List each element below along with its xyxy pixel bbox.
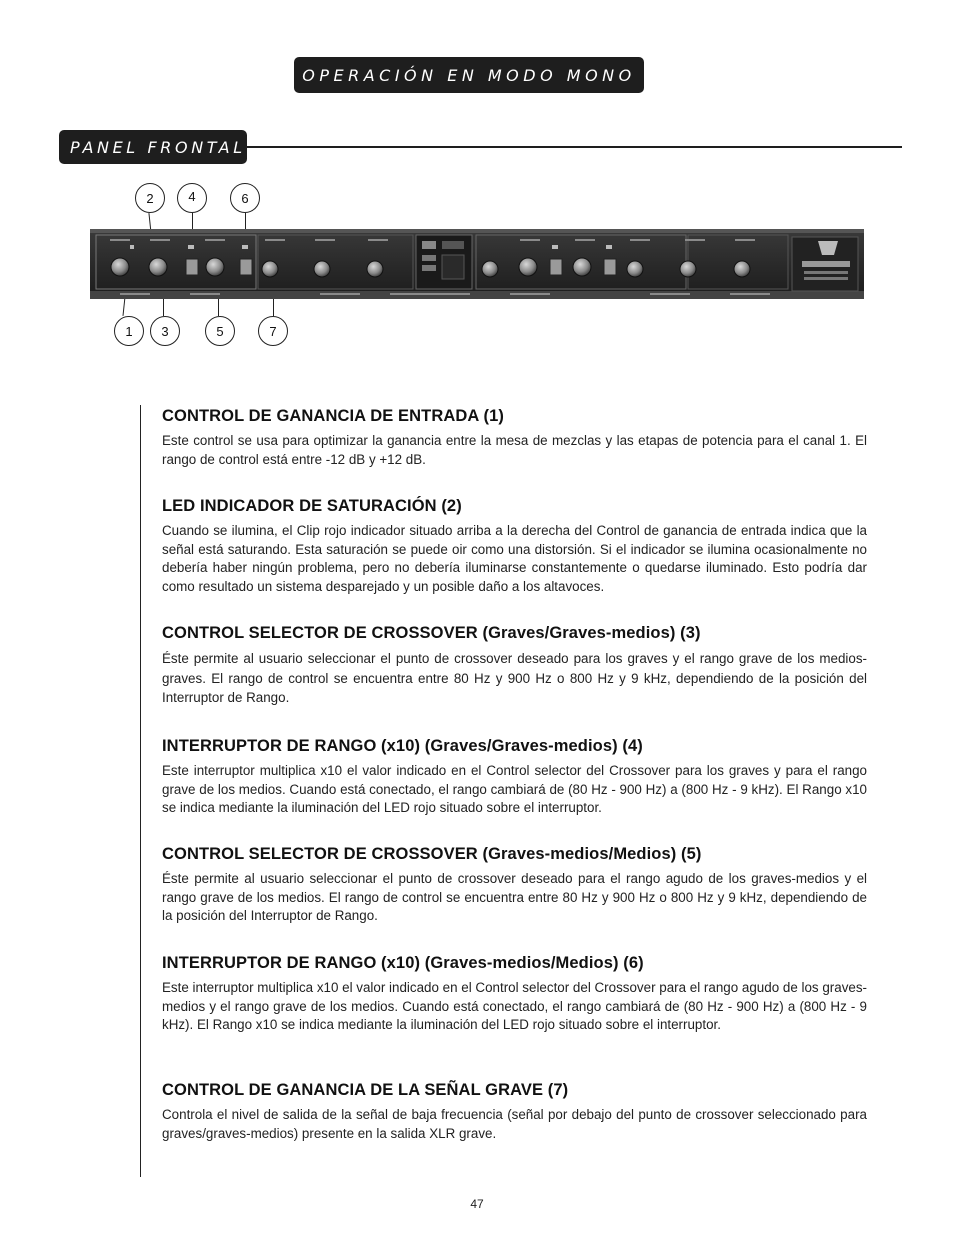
section-heading: CONTROL DE GANANCIA DE ENTRADA (1) [162,407,504,425]
section-range-switch-mid [162,953,867,1035]
section-heading: CONTROL DE GANANCIA DE LA SEÑAL GRAVE (7) [162,1081,569,1099]
section-heading: CONTROL SELECTOR DE CROSSOVER (Graves/Graves-medios) (3) [162,624,701,642]
section-body: Éste permite al usuario seleccionar el punto de crossover deseado para el rango agudo de los graves-medios y el rango grave de los medios. El rango de control se encuentra entre 80 Hz y 900 Hz o 800 Hz y 9 kHz, dependiendo de la posición del Interruptor de Rango. [162,871,867,924]
callout-5: 5 [205,316,235,346]
section-header-title: OPERACIÓN EN MODO MONO [302,65,636,85]
section-heading: CONTROL SELECTOR DE CROSSOVER (Graves-medios/Medios) (5) [162,845,702,863]
panel-tab [59,130,247,164]
callout-1: 1 [114,316,144,346]
section-input-gain [162,406,867,469]
section-range-switch-low [162,736,867,818]
callout-2: 2 [135,183,165,213]
page-number: 47 [470,1197,484,1211]
panel-rule [247,146,902,148]
front-panel-image [90,229,864,299]
callout-3: 3 [150,316,180,346]
section-body: Este control se usa para optimizar la ganancia entre la mesa de mezclas y las etapas de potencia para el canal 1. El rango de control está entre -12 dB y +12 dB. [162,433,867,467]
panel-tab-title: PANEL FRONTAL [70,137,246,157]
callout-4: 4 [177,183,207,213]
section-body: Éste permite al usuario seleccionar el punto de crossover deseado para los graves y el rango grave de los medios-graves. El rango de control se encuentra entre 80 Hz y 900 Hz o 800 Hz y 9 kHz, dependiendo de la posición del Interruptor de Rango. [162,651,867,705]
callout-7: 7 [258,316,288,346]
section-crossover-mid [162,844,867,926]
section-body: Este interruptor multiplica x10 el valor indicado en el Control selector del Crossover para los graves y para el rango grave de los medios. Cuando está conectado, el rango cambiará de (80 Hz - 900 Hz) a (800 Hz - 9 kHz). El Rango x10 se indica mediante la iluminación del LED rojo situado sobre el interruptor. [162,763,867,816]
section-heading: INTERRUPTOR DE RANGO (x10) (Graves-medios/Medios) (6) [162,954,644,972]
section-clip-led [162,496,867,596]
section-body: Cuando se ilumina, el Clip rojo indicador situado arriba a la derecha del Control de ganancia de entrada indica que la señal está saturando. Esta saturación se puede oir como una distorsión. Si el indicador se ilumina ocasionalmente no debería haber ningún problema, pero no debería iluminarse constantemente o quedarse iluminado. Esto podría dar como resultado un sistema desparejado y un posible daño a los altavoces. [162,523,867,594]
section-bass-gain [162,1080,867,1143]
section-heading: INTERRUPTOR DE RANGO (x10) (Graves/Graves-medios) (4) [162,737,643,755]
margin-rule [140,405,141,1177]
callout-6: 6 [230,183,260,213]
section-crossover-low [162,623,867,708]
section-heading: LED INDICADOR DE SATURACIÓN (2) [162,497,462,515]
section-header [294,57,644,93]
section-body: Este interruptor multiplica x10 el valor indicado en el Control selector del Crossover para el rango agudo de los graves-medios y el rango grave de los medios. Cuando está conectado, el rango cambiará de (80 Hz - 900 Hz) a (800 Hz - 9 kHz). El Rango x10 se indica mediante la iluminación del LED rojo situado sobre el interruptor. [162,980,867,1033]
section-body: Controla el nivel de salida de la señal de baja frecuencia (señal por debajo del punto de crossover seleccionado para graves/graves-medios) presente en la salida XLR grave. [162,1107,867,1141]
